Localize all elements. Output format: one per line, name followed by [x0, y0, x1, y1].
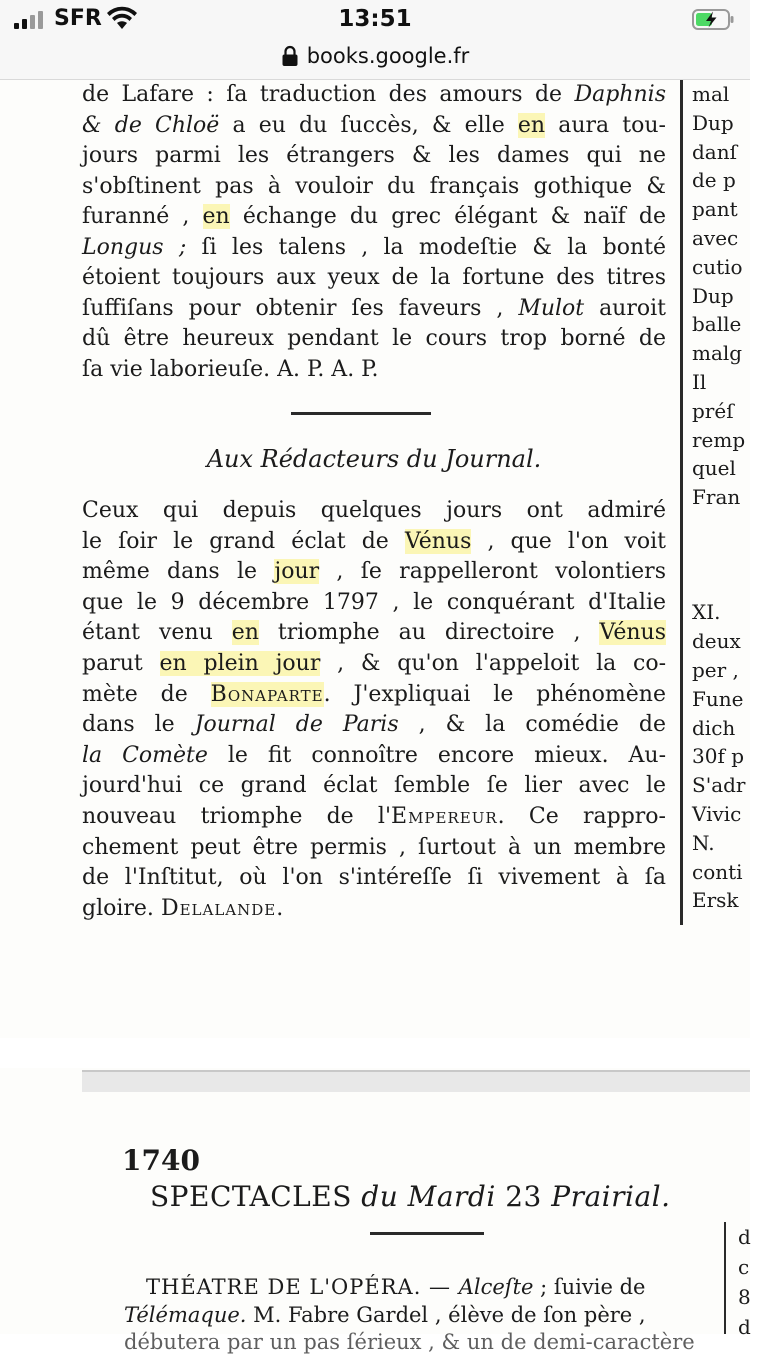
text-run: Longus ;	[82, 234, 187, 260]
text-run: dû être heureux pendant le cours trop borné de	[82, 326, 666, 351]
text-run: Vénus	[599, 620, 666, 646]
text-run: Bonaparte	[210, 681, 324, 707]
status-time: 13:51	[338, 6, 412, 32]
text-run: ; ſuivie de	[533, 1275, 646, 1299]
fragment-line: Fune	[692, 686, 744, 711]
text-line	[82, 233, 666, 263]
address-bar[interactable]	[0, 40, 750, 80]
book-page-scan	[0, 80, 751, 1354]
text-run: en plein jour	[159, 651, 321, 676]
fragment-line: Dup	[692, 110, 734, 135]
text-run: triomphe au directoire ,	[258, 620, 600, 646]
fragment-line: deux	[692, 629, 741, 654]
text-run: mète de	[82, 681, 211, 707]
fragment-line: Il	[692, 370, 707, 394]
text-run: du	[361, 1180, 399, 1213]
text-run: étoient toujours aux yeux de la fortune des titres	[82, 265, 666, 290]
text-run: débutera par un pas ſérieux , & un de demi-caractère	[124, 1330, 695, 1354]
text-line	[82, 111, 666, 141]
text-line	[82, 680, 666, 710]
text-run: Mulot	[518, 295, 585, 321]
spectacles-title	[150, 1180, 671, 1213]
text-line	[82, 618, 666, 648]
text-run: Prairial.	[551, 1180, 671, 1213]
text-run: Télémaque.	[124, 1303, 247, 1327]
text-run: de Lafare : ſa traduction des amours de	[82, 82, 575, 107]
text-run: & de Chloë	[82, 112, 220, 138]
text-line	[82, 863, 666, 893]
text-run: Alceſte	[458, 1275, 534, 1299]
text-run: SPECTACLES	[150, 1180, 362, 1213]
next-page	[0, 1092, 751, 1354]
section-divider	[291, 412, 431, 415]
text-line	[82, 833, 666, 863]
text-run: . Ce rappro-	[497, 804, 666, 829]
fragment-line: Ersk	[692, 888, 739, 913]
fragment-line: mal	[692, 82, 730, 106]
adjacent-column-fragment-2	[738, 1222, 758, 1339]
text-line	[82, 202, 666, 232]
text-run: ſi les talens , la modeſtie & la bonté	[186, 234, 666, 260]
text-run: Journal de Paris	[194, 712, 399, 738]
text-line	[82, 802, 666, 832]
column-rule	[680, 80, 683, 925]
fragment-line: pant	[692, 197, 738, 222]
text-run: ſuffiſans pour obtenir ſes faveurs ,	[82, 295, 519, 321]
text-run: 23	[495, 1180, 552, 1213]
text-line	[82, 355, 666, 385]
fragment-line: Vivic	[692, 802, 742, 826]
page-gap	[0, 1038, 750, 1068]
text-run: Daphnis	[574, 82, 666, 107]
text-run: de l'Inſtitut, où l'on s'intéreſſe ſi vivement à ſa	[82, 865, 666, 891]
text-run: THÉATRE DE L'OPÉRA. —	[146, 1275, 459, 1299]
page-number: 1740	[122, 1144, 200, 1177]
fragment-line: d	[738, 1315, 751, 1339]
text-run: , & qu'on l'appeloit la co-	[320, 651, 667, 676]
fragment-line: remp	[692, 427, 746, 452]
text-run: en	[202, 204, 230, 229]
text-run: s'obſtinent pas à vouloir du français gothique &	[82, 173, 666, 199]
fragment-line: Fran	[692, 485, 741, 510]
text-line	[82, 710, 666, 740]
text-run: jourd'hui ce grand éclat ſemble ſe lier avec le	[82, 773, 666, 799]
fragment-line: N.	[692, 830, 715, 855]
fragment-line: per ,	[692, 658, 739, 682]
text-run	[398, 1180, 407, 1213]
text-run: , que l'on voit	[471, 528, 666, 554]
text-run: dans le	[82, 712, 195, 738]
text-run: jours parmi les étrangers & les dames qui ne	[82, 143, 666, 168]
text-run: aura tou-	[545, 112, 666, 138]
text-run: auroit	[584, 295, 666, 321]
fragment-line: dich	[692, 715, 736, 740]
text-run: étant venu	[82, 620, 232, 646]
text-run: en	[231, 620, 259, 646]
letter-heading: Aux Rédacteurs du Journal.	[206, 445, 542, 473]
title-divider	[370, 1232, 484, 1235]
article-column	[82, 80, 668, 920]
text-run: nouveau triomphe de l'	[82, 804, 392, 829]
text-run: échange du grec élégant & naïf de	[229, 204, 666, 229]
text-line	[82, 588, 666, 618]
text-line	[82, 894, 666, 924]
opera-line-2	[124, 1300, 706, 1330]
text-run: le fit connoître encore mieux. Au-	[207, 742, 666, 768]
text-line	[82, 141, 666, 171]
text-run: jour	[274, 559, 320, 585]
text-line	[82, 771, 666, 801]
fragment-line: quel	[692, 456, 736, 481]
text-run: Mardi	[407, 1180, 496, 1213]
fragment-line: 30f p	[692, 744, 745, 769]
text-line	[82, 172, 666, 202]
text-run: .	[276, 895, 284, 921]
text-run: , ſe rappelleront volontiers	[319, 559, 666, 585]
opera-line-1	[146, 1272, 706, 1302]
column-rule-2	[724, 1222, 726, 1334]
text-run: a eu du ſuccès, & elle	[219, 112, 518, 138]
text-line	[82, 496, 666, 526]
text-run: , & la comédie de	[398, 712, 667, 738]
text-run: furanné ,	[82, 204, 203, 229]
text-run: . J'expliquai le phénomène	[323, 681, 666, 707]
fragment-line: XI.	[692, 600, 721, 625]
url-text[interactable]: books.google.fr	[306, 44, 470, 68]
text-run: Vénus	[404, 528, 472, 554]
fragment-line: préſ	[692, 398, 734, 423]
text-run: gloire.	[82, 895, 161, 921]
lock-icon	[281, 45, 299, 67]
text-run: Ceux qui depuis quelques jours ont admiré	[82, 498, 666, 523]
text-line	[82, 649, 666, 679]
text-run: même dans le	[82, 559, 275, 585]
fragment-line: d	[738, 1225, 751, 1249]
text-line	[82, 741, 666, 771]
fragment-line: avec	[692, 226, 739, 250]
text-run: Delalande	[160, 895, 277, 921]
fragment-line: balle	[692, 312, 742, 337]
text-run: parut	[82, 651, 160, 676]
text-run: Empereur	[391, 804, 498, 829]
adjacent-column-fragment	[692, 80, 762, 925]
carrier-name: SFR	[54, 6, 102, 31]
fragment-line: de p	[692, 168, 736, 193]
fragment-line: malg	[692, 341, 743, 366]
fragment-line: conti	[692, 859, 743, 884]
text-run: ſa vie laborieuſe. A. P. A. P.	[82, 356, 379, 382]
opera-line-3	[124, 1327, 706, 1357]
text-line	[82, 80, 666, 110]
text-run: chement peut être permis , ſurtout à un membre	[82, 834, 666, 860]
fragment-line: 8	[738, 1285, 751, 1309]
status-bar	[0, 0, 750, 40]
text-run: que le 9 décembre 1797 , le conquérant d'Italie	[82, 589, 666, 615]
text-run: en	[517, 112, 546, 138]
fragment-line: danſ	[692, 139, 738, 164]
fragment-line: Dup	[692, 283, 734, 308]
text-run: la Comète	[82, 742, 208, 768]
text-line	[82, 263, 666, 293]
battery-charging-icon	[692, 9, 734, 30]
text-line	[82, 557, 666, 587]
fragment-line: S'adr	[692, 773, 746, 798]
text-run: M. Fabre Gardel , élève de ſon père ,	[246, 1303, 646, 1327]
text-line	[82, 294, 666, 324]
text-line	[82, 324, 666, 354]
text-run: le ſoir le grand éclat de	[82, 528, 405, 554]
fragment-line: c	[738, 1255, 750, 1279]
fragment-line: cutio	[692, 254, 743, 279]
text-line	[82, 527, 666, 557]
